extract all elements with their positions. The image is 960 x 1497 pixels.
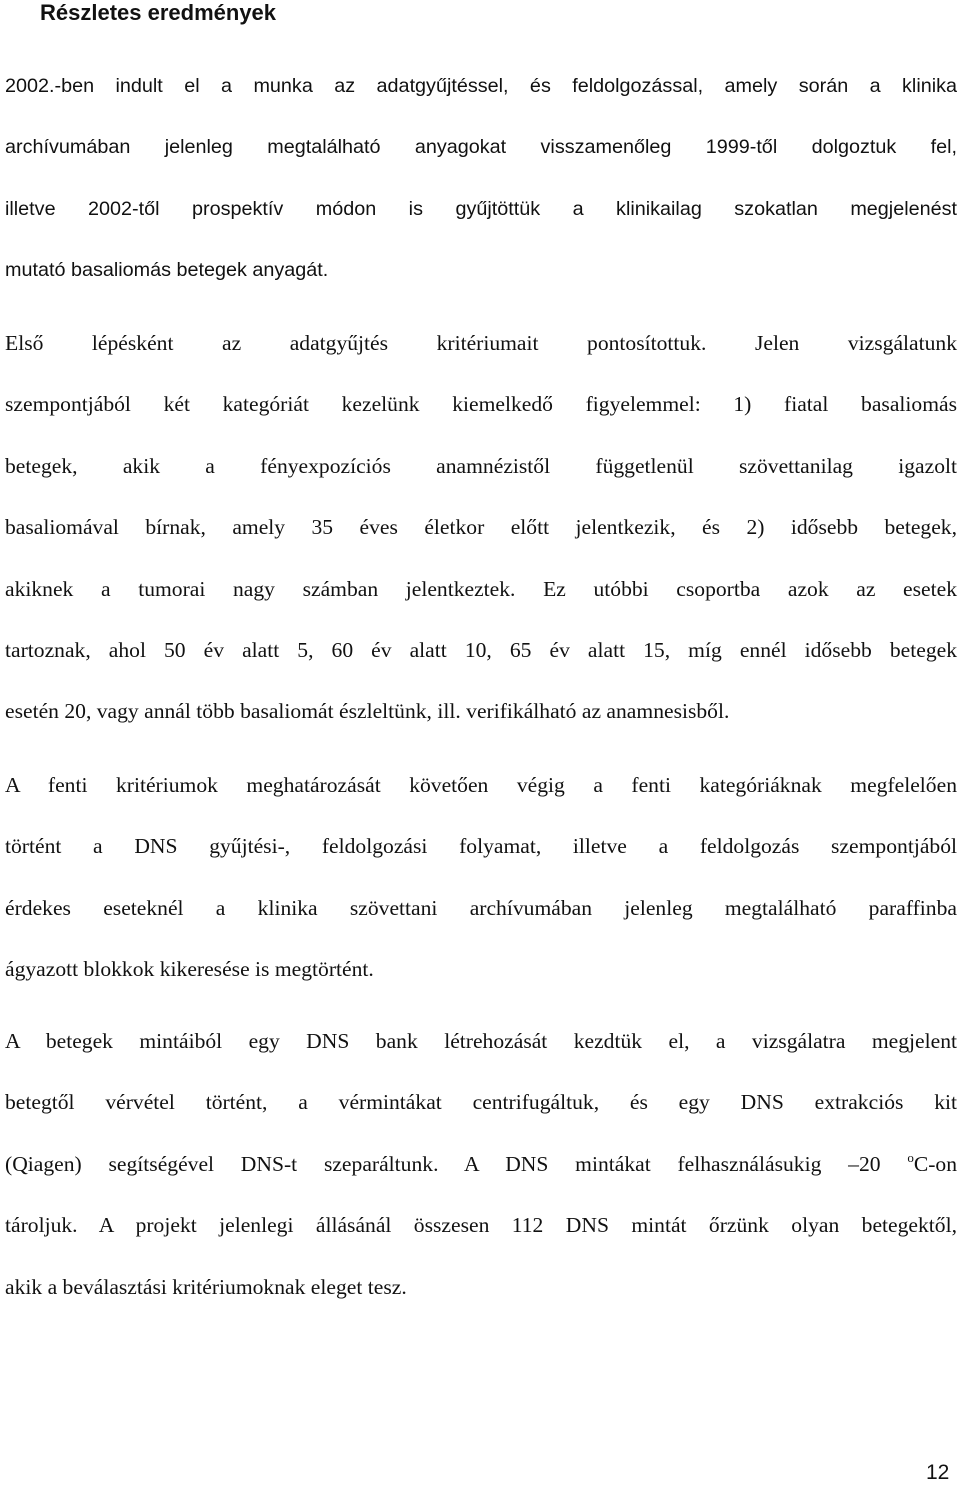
- paragraph-criteria: [5, 313, 957, 743]
- text-line: szempontjából két kategóriát kezelünk kiemelkedő figyelemmel: 1) fiatal basaliomás: [5, 392, 957, 417]
- text-line: akiknek a tumorai nagy számban jelentkeztek. Ez utóbbi csoportba azok az esetek: [5, 576, 957, 601]
- text-line: A betegek mintáiból egy DNS bank létrehozását kezdtük el, a vizsgálatra megjelent: [5, 1029, 957, 1053]
- text-line: Első lépésként az adatgyűjtés kritériumait pontosítottuk. Jelen vizsgálatunk: [5, 331, 957, 355]
- degree-superscript: o: [907, 1149, 914, 1165]
- text-line: ágyazott blokkok kikeresése is megtörtént.: [5, 957, 374, 982]
- text-line: basaliomával bírnak, amely 35 éves életkor előtt jelentkezik, és 2) idősebb betegek,: [5, 515, 957, 540]
- text-line: illetve 2002-től prospektív módon is gyűjtöttük a klinikailag szokatlan megjelenést: [5, 197, 957, 220]
- text-line: történt a DNS gyűjtési-, feldolgozási folyamat, illetve a feldolgozás szempontjából: [5, 834, 957, 859]
- section-heading: Részletes eredmények: [40, 0, 277, 25]
- text-segment: C-on: [913, 1151, 957, 1176]
- text-line: mutató basaliomás betegek anyagát.: [5, 259, 329, 282]
- text-line: archívumában jelenleg megtalálható anyagokat visszamenőleg 1999-től dolgoztuk fel,: [5, 136, 957, 159]
- text-line: betegek, akik a fényexpozíciós anamnézistől függetlenül szövettanilag igazolt: [5, 453, 957, 478]
- text-line: betegtől vérvétel történt, a vérmintákat centrifugáltuk, és egy DNS extrakciós kit: [5, 1090, 957, 1115]
- text-line-with-superscript: [5, 1134, 957, 1195]
- text-line: érdekes eseteknél a klinika szövettani archívumában jelenleg megtalálható paraffinba: [5, 895, 957, 920]
- text-line: esetén 20, vagy annál több basaliomát észleltünk, ill. verifikálható az anamnesisből.: [5, 699, 730, 724]
- text-segment: (Qiagen) segítségével DNS-t szeparáltunk. A DNS mintákat felhasználásukig –20: [5, 1151, 908, 1176]
- paragraph-data-collection: [5, 56, 957, 302]
- page-number: 12: [926, 1461, 950, 1484]
- paragraph-dna-bank: [5, 1011, 957, 1318]
- text-line: tartoznak, ahol 50 év alatt 5, 60 év alatt 10, 65 év alatt 15, míg ennél idősebb betegek: [5, 638, 957, 663]
- text-line: 2002.-ben indult el a munka az adatgyűjtéssel, és feldolgozással, amely során a klinika: [5, 75, 957, 97]
- paragraph-dna-collection-process: [5, 755, 957, 1001]
- text-line: tároljuk. A projekt jelenlegi állásánál összesen 112 DNS mintát őrzünk olyan betegektől,: [5, 1213, 957, 1238]
- text-line: A fenti kritériumok meghatározását követően végig a fenti kategóriáknak megfelelően: [5, 773, 957, 797]
- text-line: akik a beválasztási kritériumoknak eleget tesz.: [5, 1274, 407, 1299]
